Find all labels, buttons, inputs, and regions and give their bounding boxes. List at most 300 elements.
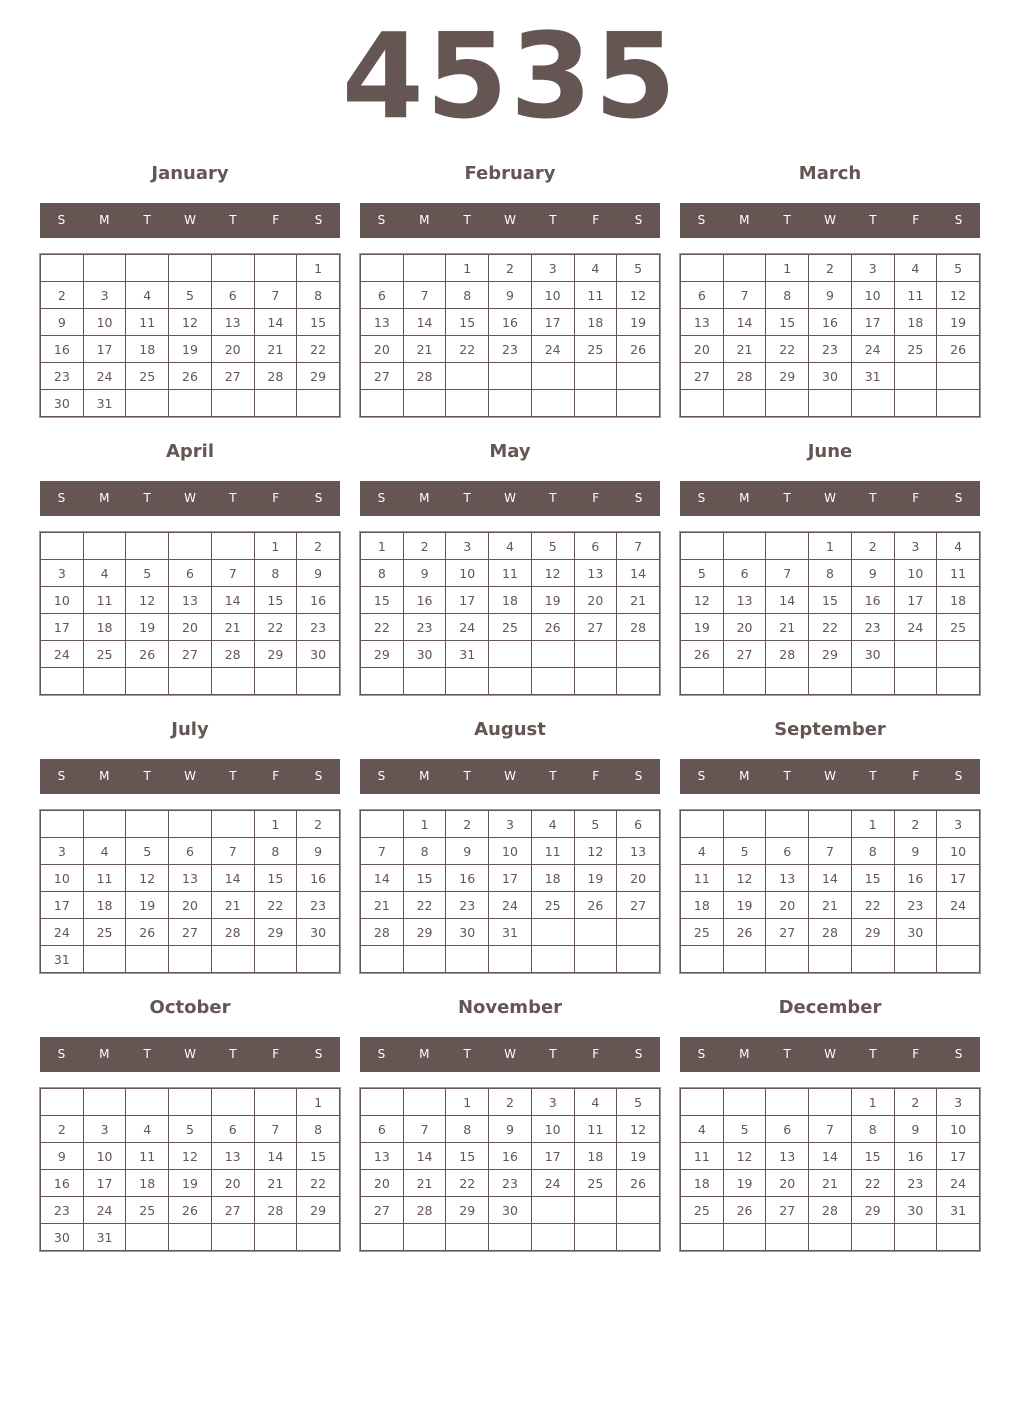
weekday-label: S bbox=[314, 213, 323, 227]
day-cell: 30 bbox=[403, 641, 446, 668]
day-cell bbox=[83, 255, 126, 282]
day-cell bbox=[211, 1224, 254, 1251]
day-cell: 13 bbox=[766, 865, 809, 892]
weekday-label: T bbox=[463, 491, 471, 505]
day-cell: 22 bbox=[851, 892, 894, 919]
weekday-label: T bbox=[549, 769, 557, 783]
weekday-label: S bbox=[954, 491, 963, 505]
day-cell: 31 bbox=[851, 363, 894, 390]
day-cell: 20 bbox=[169, 892, 212, 919]
day-cell: 5 bbox=[617, 1089, 660, 1116]
day-cell: 20 bbox=[574, 587, 617, 614]
weekday-header bbox=[40, 1037, 340, 1072]
day-cell: 3 bbox=[41, 560, 84, 587]
day-cell bbox=[574, 641, 617, 668]
day-cell bbox=[489, 390, 532, 417]
day-cell: 13 bbox=[211, 309, 254, 336]
day-cell: 1 bbox=[446, 255, 489, 282]
day-cell: 11 bbox=[681, 865, 724, 892]
day-cell: 9 bbox=[446, 838, 489, 865]
day-cell: 3 bbox=[937, 811, 980, 838]
month-title: September bbox=[774, 719, 886, 740]
day-cell: 1 bbox=[403, 811, 446, 838]
week-row bbox=[41, 390, 340, 417]
day-cell: 24 bbox=[489, 892, 532, 919]
day-cell: 15 bbox=[361, 587, 404, 614]
day-cell bbox=[489, 363, 532, 390]
weekday-label: W bbox=[504, 769, 516, 783]
day-cell: 20 bbox=[169, 614, 212, 641]
day-cell: 21 bbox=[723, 336, 766, 363]
day-cell: 4 bbox=[531, 811, 574, 838]
day-cell: 6 bbox=[169, 838, 212, 865]
day-cell: 13 bbox=[169, 865, 212, 892]
day-cell: 29 bbox=[403, 919, 446, 946]
day-cell: 28 bbox=[809, 919, 852, 946]
day-cell: 31 bbox=[41, 946, 84, 973]
day-cell bbox=[489, 641, 532, 668]
week-row bbox=[681, 336, 980, 363]
day-cell: 27 bbox=[361, 1197, 404, 1224]
day-cell bbox=[41, 811, 84, 838]
day-cell bbox=[766, 811, 809, 838]
weekday-label: T bbox=[463, 769, 471, 783]
week-row bbox=[681, 1170, 980, 1197]
weekday-label: T bbox=[143, 491, 151, 505]
day-cell: 7 bbox=[254, 1116, 297, 1143]
weekday-label: S bbox=[634, 1047, 643, 1061]
day-grid bbox=[680, 254, 980, 417]
day-cell: 3 bbox=[851, 255, 894, 282]
day-cell: 11 bbox=[126, 1143, 169, 1170]
day-cell: 19 bbox=[937, 309, 980, 336]
day-cell: 18 bbox=[937, 587, 980, 614]
weekday-label: T bbox=[549, 491, 557, 505]
day-cell bbox=[681, 946, 724, 973]
day-cell: 4 bbox=[83, 560, 126, 587]
weekday-label: M bbox=[419, 213, 430, 227]
day-cell bbox=[809, 390, 852, 417]
day-cell: 18 bbox=[126, 336, 169, 363]
weekday-label: S bbox=[314, 491, 323, 505]
year-title: 4535 bbox=[341, 7, 679, 145]
weekday-label: T bbox=[869, 491, 877, 505]
week-row bbox=[681, 668, 980, 695]
day-cell: 10 bbox=[41, 587, 84, 614]
day-cell: 20 bbox=[361, 1170, 404, 1197]
day-cell: 1 bbox=[809, 533, 852, 560]
day-cell: 24 bbox=[83, 1197, 126, 1224]
day-cell bbox=[211, 946, 254, 973]
day-cell: 25 bbox=[126, 363, 169, 390]
day-cell bbox=[41, 1089, 84, 1116]
weekday-label: T bbox=[229, 1047, 237, 1061]
day-cell bbox=[169, 1089, 212, 1116]
day-cell bbox=[531, 641, 574, 668]
day-cell bbox=[894, 668, 937, 695]
day-cell bbox=[574, 390, 617, 417]
weekday-label: W bbox=[184, 1047, 196, 1061]
day-cell: 9 bbox=[809, 282, 852, 309]
day-cell: 9 bbox=[403, 560, 446, 587]
day-cell bbox=[169, 946, 212, 973]
day-cell: 16 bbox=[489, 1143, 532, 1170]
day-cell: 29 bbox=[446, 1197, 489, 1224]
month-title: October bbox=[149, 997, 231, 1018]
week-row bbox=[41, 587, 340, 614]
day-cell: 8 bbox=[809, 560, 852, 587]
day-cell bbox=[403, 255, 446, 282]
weekday-label: F bbox=[592, 1047, 600, 1061]
day-cell: 8 bbox=[851, 1116, 894, 1143]
day-cell bbox=[937, 1224, 980, 1251]
day-cell: 4 bbox=[83, 838, 126, 865]
weekday-header bbox=[680, 481, 980, 516]
day-cell: 16 bbox=[446, 865, 489, 892]
day-cell: 2 bbox=[297, 811, 340, 838]
day-cell: 17 bbox=[489, 865, 532, 892]
weekday-label: W bbox=[824, 1047, 836, 1061]
week-row bbox=[361, 309, 660, 336]
day-cell: 18 bbox=[681, 892, 724, 919]
day-cell: 25 bbox=[489, 614, 532, 641]
day-cell: 22 bbox=[809, 614, 852, 641]
day-cell: 23 bbox=[489, 336, 532, 363]
month-title: April bbox=[165, 441, 215, 462]
day-cell: 20 bbox=[211, 336, 254, 363]
day-cell: 8 bbox=[403, 838, 446, 865]
day-cell: 9 bbox=[489, 1116, 532, 1143]
day-cell: 31 bbox=[937, 1197, 980, 1224]
day-cell: 14 bbox=[809, 865, 852, 892]
weekday-header bbox=[680, 203, 980, 238]
day-cell: 28 bbox=[403, 1197, 446, 1224]
day-cell: 22 bbox=[297, 336, 340, 363]
day-cell bbox=[681, 390, 724, 417]
day-cell bbox=[574, 668, 617, 695]
day-cell: 4 bbox=[126, 1116, 169, 1143]
day-cell: 16 bbox=[851, 587, 894, 614]
weekday-label: T bbox=[869, 769, 877, 783]
day-cell: 2 bbox=[297, 533, 340, 560]
day-cell: 10 bbox=[531, 1116, 574, 1143]
day-cell: 31 bbox=[83, 1224, 126, 1251]
weekday-label: W bbox=[504, 491, 516, 505]
week-row bbox=[361, 560, 660, 587]
day-cell: 26 bbox=[531, 614, 574, 641]
day-cell: 5 bbox=[126, 560, 169, 587]
day-cell bbox=[403, 1089, 446, 1116]
weekday-label: F bbox=[912, 491, 920, 505]
day-cell: 16 bbox=[489, 309, 532, 336]
weekday-header bbox=[360, 759, 660, 794]
day-cell: 7 bbox=[211, 560, 254, 587]
day-cell: 22 bbox=[254, 892, 297, 919]
day-cell: 1 bbox=[446, 1089, 489, 1116]
week-row bbox=[41, 1116, 340, 1143]
day-cell: 11 bbox=[83, 865, 126, 892]
day-cell: 25 bbox=[937, 614, 980, 641]
day-cell: 6 bbox=[681, 282, 724, 309]
day-cell bbox=[83, 811, 126, 838]
day-cell: 10 bbox=[446, 560, 489, 587]
day-cell: 6 bbox=[766, 1116, 809, 1143]
day-cell: 15 bbox=[254, 587, 297, 614]
day-cell: 31 bbox=[83, 390, 126, 417]
day-cell bbox=[169, 255, 212, 282]
weekday-label: S bbox=[57, 491, 66, 505]
day-cell: 19 bbox=[574, 865, 617, 892]
weekday-label: T bbox=[783, 1047, 791, 1061]
day-cell bbox=[83, 533, 126, 560]
week-row bbox=[41, 363, 340, 390]
week-row bbox=[41, 560, 340, 587]
weekday-label: S bbox=[57, 1047, 66, 1061]
day-cell bbox=[851, 946, 894, 973]
day-cell bbox=[361, 668, 404, 695]
day-cell: 26 bbox=[681, 641, 724, 668]
weekday-label: M bbox=[419, 769, 430, 783]
week-row bbox=[361, 1197, 660, 1224]
day-cell: 7 bbox=[809, 1116, 852, 1143]
day-grid bbox=[40, 810, 340, 973]
day-cell: 22 bbox=[361, 614, 404, 641]
day-cell: 21 bbox=[254, 336, 297, 363]
day-cell: 2 bbox=[446, 811, 489, 838]
day-cell: 5 bbox=[531, 533, 574, 560]
week-row bbox=[681, 919, 980, 946]
day-cell: 5 bbox=[681, 560, 724, 587]
weekday-header bbox=[40, 203, 340, 238]
day-cell bbox=[937, 363, 980, 390]
weekday-label: W bbox=[504, 213, 516, 227]
day-cell bbox=[809, 1224, 852, 1251]
day-cell: 26 bbox=[126, 919, 169, 946]
weekday-label: S bbox=[57, 213, 66, 227]
day-grid bbox=[360, 810, 660, 973]
day-cell bbox=[894, 946, 937, 973]
day-cell: 7 bbox=[766, 560, 809, 587]
day-cell: 30 bbox=[489, 1197, 532, 1224]
day-cell bbox=[617, 668, 660, 695]
day-cell: 7 bbox=[254, 282, 297, 309]
day-cell: 29 bbox=[297, 363, 340, 390]
week-row bbox=[681, 838, 980, 865]
day-cell bbox=[446, 946, 489, 973]
weekday-label: M bbox=[739, 769, 750, 783]
day-cell: 30 bbox=[446, 919, 489, 946]
day-cell bbox=[617, 946, 660, 973]
day-cell bbox=[894, 363, 937, 390]
day-cell: 13 bbox=[681, 309, 724, 336]
day-cell: 14 bbox=[617, 560, 660, 587]
day-cell: 28 bbox=[809, 1197, 852, 1224]
day-cell: 13 bbox=[766, 1143, 809, 1170]
day-cell: 14 bbox=[211, 865, 254, 892]
day-cell: 22 bbox=[446, 1170, 489, 1197]
day-cell bbox=[574, 1224, 617, 1251]
day-cell: 8 bbox=[766, 282, 809, 309]
day-cell: 4 bbox=[894, 255, 937, 282]
day-cell: 19 bbox=[169, 1170, 212, 1197]
week-row bbox=[361, 390, 660, 417]
day-cell bbox=[297, 946, 340, 973]
day-cell: 18 bbox=[489, 587, 532, 614]
day-cell: 20 bbox=[766, 1170, 809, 1197]
day-cell: 30 bbox=[809, 363, 852, 390]
day-cell: 10 bbox=[83, 309, 126, 336]
day-cell: 13 bbox=[211, 1143, 254, 1170]
day-cell bbox=[489, 946, 532, 973]
weekday-label: T bbox=[783, 491, 791, 505]
weekday-header bbox=[680, 1037, 980, 1072]
day-cell bbox=[41, 255, 84, 282]
day-cell bbox=[211, 1089, 254, 1116]
day-cell: 25 bbox=[83, 919, 126, 946]
day-cell: 1 bbox=[297, 255, 340, 282]
day-cell: 5 bbox=[617, 255, 660, 282]
weekday-label: M bbox=[739, 213, 750, 227]
day-cell: 8 bbox=[297, 282, 340, 309]
day-cell: 1 bbox=[297, 1089, 340, 1116]
day-cell bbox=[894, 641, 937, 668]
day-cell bbox=[681, 1089, 724, 1116]
day-cell: 6 bbox=[574, 533, 617, 560]
day-cell: 6 bbox=[617, 811, 660, 838]
day-cell bbox=[574, 946, 617, 973]
day-cell: 8 bbox=[446, 1116, 489, 1143]
week-row bbox=[41, 892, 340, 919]
day-cell bbox=[83, 1089, 126, 1116]
weekday-label: S bbox=[954, 769, 963, 783]
day-cell: 4 bbox=[681, 1116, 724, 1143]
month-title: February bbox=[464, 163, 556, 184]
day-cell: 23 bbox=[297, 614, 340, 641]
day-cell bbox=[681, 255, 724, 282]
week-row bbox=[41, 1143, 340, 1170]
day-cell: 15 bbox=[446, 1143, 489, 1170]
weekday-label: S bbox=[314, 1047, 323, 1061]
weekday-label: S bbox=[57, 769, 66, 783]
day-cell: 18 bbox=[681, 1170, 724, 1197]
day-cell bbox=[809, 1089, 852, 1116]
week-row bbox=[681, 1116, 980, 1143]
day-cell bbox=[126, 1224, 169, 1251]
day-cell bbox=[809, 946, 852, 973]
day-cell: 28 bbox=[617, 614, 660, 641]
day-cell: 29 bbox=[297, 1197, 340, 1224]
day-cell: 5 bbox=[574, 811, 617, 838]
day-cell: 8 bbox=[851, 838, 894, 865]
week-row bbox=[681, 865, 980, 892]
week-row bbox=[361, 255, 660, 282]
day-cell: 23 bbox=[489, 1170, 532, 1197]
day-cell bbox=[169, 533, 212, 560]
day-cell: 9 bbox=[894, 1116, 937, 1143]
day-cell bbox=[723, 390, 766, 417]
day-cell: 10 bbox=[937, 1116, 980, 1143]
day-cell: 1 bbox=[254, 533, 297, 560]
day-cell: 27 bbox=[169, 919, 212, 946]
week-row bbox=[361, 1143, 660, 1170]
day-cell: 27 bbox=[766, 1197, 809, 1224]
day-cell: 2 bbox=[489, 255, 532, 282]
day-cell: 23 bbox=[446, 892, 489, 919]
day-cell: 17 bbox=[531, 1143, 574, 1170]
day-cell: 24 bbox=[531, 1170, 574, 1197]
day-cell: 5 bbox=[937, 255, 980, 282]
day-cell: 3 bbox=[937, 1089, 980, 1116]
day-cell: 29 bbox=[254, 919, 297, 946]
day-cell: 15 bbox=[254, 865, 297, 892]
day-cell: 7 bbox=[403, 282, 446, 309]
day-grid bbox=[680, 810, 980, 973]
week-row bbox=[361, 892, 660, 919]
day-cell: 14 bbox=[254, 309, 297, 336]
day-cell bbox=[937, 641, 980, 668]
day-cell bbox=[851, 668, 894, 695]
weekday-header bbox=[40, 481, 340, 516]
week-row bbox=[681, 946, 980, 973]
weekday-header bbox=[360, 1037, 660, 1072]
day-cell bbox=[126, 811, 169, 838]
week-row bbox=[681, 1089, 980, 1116]
day-cell: 12 bbox=[617, 282, 660, 309]
day-cell bbox=[723, 255, 766, 282]
day-cell bbox=[211, 811, 254, 838]
weekday-label: S bbox=[954, 213, 963, 227]
day-cell: 1 bbox=[851, 1089, 894, 1116]
day-cell: 29 bbox=[809, 641, 852, 668]
day-cell: 25 bbox=[574, 1170, 617, 1197]
day-cell: 25 bbox=[126, 1197, 169, 1224]
week-row bbox=[361, 363, 660, 390]
day-cell bbox=[617, 363, 660, 390]
day-cell: 28 bbox=[766, 641, 809, 668]
day-cell: 28 bbox=[723, 363, 766, 390]
day-cell: 14 bbox=[766, 587, 809, 614]
day-cell: 24 bbox=[851, 336, 894, 363]
week-row bbox=[41, 1170, 340, 1197]
day-cell bbox=[446, 1224, 489, 1251]
day-cell bbox=[574, 363, 617, 390]
day-cell bbox=[531, 363, 574, 390]
day-cell: 16 bbox=[41, 336, 84, 363]
day-cell bbox=[723, 668, 766, 695]
week-row bbox=[681, 1143, 980, 1170]
day-cell: 6 bbox=[766, 838, 809, 865]
day-cell bbox=[574, 919, 617, 946]
month-title: November bbox=[457, 997, 563, 1018]
day-cell: 14 bbox=[403, 309, 446, 336]
day-cell: 17 bbox=[83, 1170, 126, 1197]
day-cell: 20 bbox=[681, 336, 724, 363]
day-cell: 2 bbox=[489, 1089, 532, 1116]
weekday-label: W bbox=[824, 769, 836, 783]
day-cell: 27 bbox=[361, 363, 404, 390]
day-cell bbox=[531, 946, 574, 973]
day-cell: 16 bbox=[894, 1143, 937, 1170]
day-cell bbox=[766, 668, 809, 695]
day-cell: 3 bbox=[894, 533, 937, 560]
day-cell: 9 bbox=[41, 309, 84, 336]
day-cell bbox=[531, 1224, 574, 1251]
day-grid bbox=[360, 532, 660, 695]
day-cell: 20 bbox=[766, 892, 809, 919]
weekday-label: M bbox=[99, 213, 110, 227]
weekday-label: T bbox=[549, 1047, 557, 1061]
day-cell: 23 bbox=[809, 336, 852, 363]
